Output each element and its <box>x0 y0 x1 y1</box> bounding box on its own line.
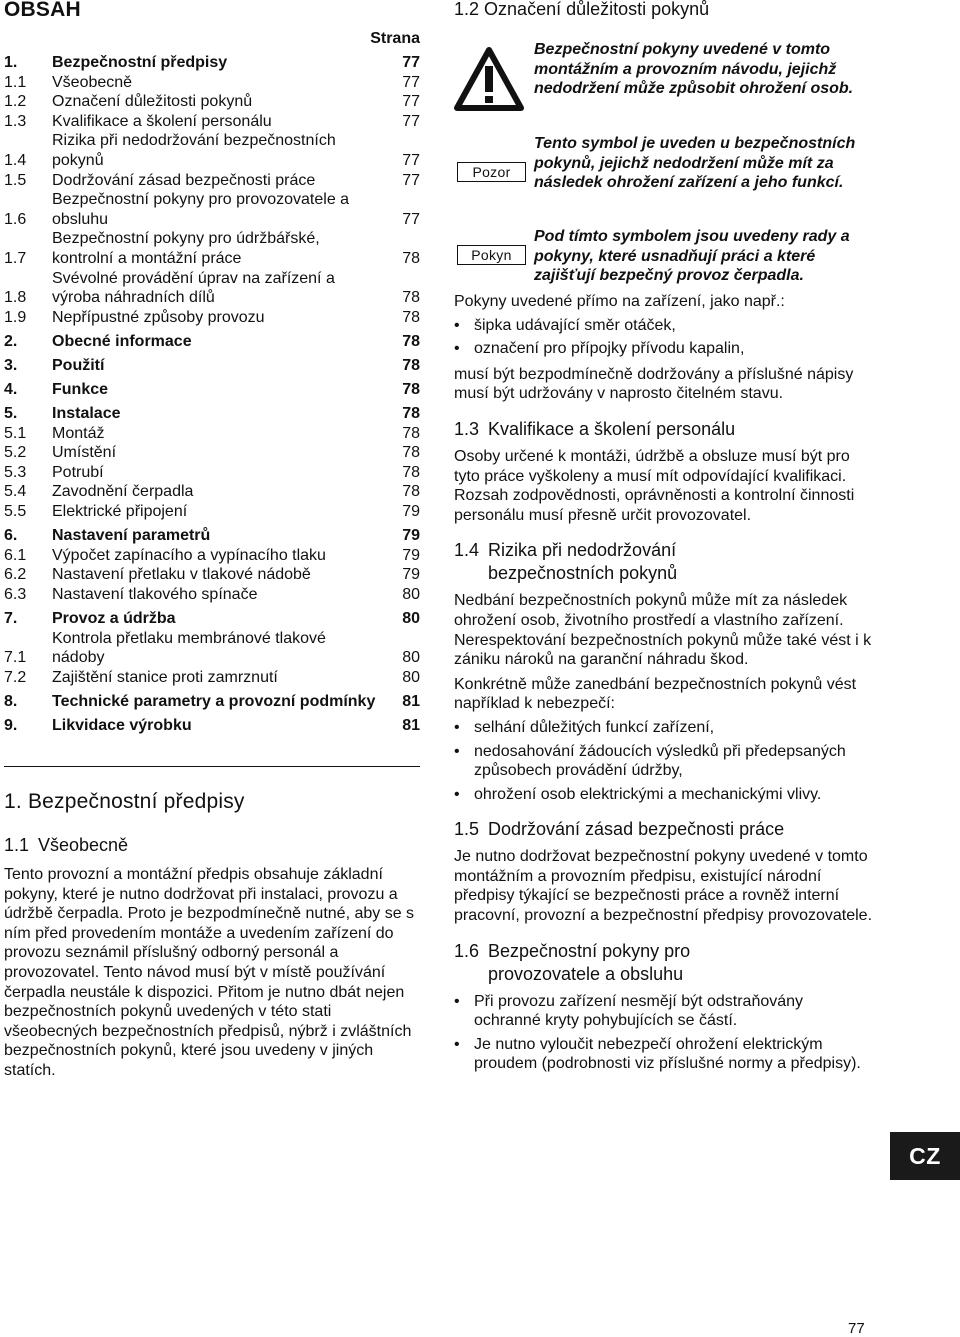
bullet-icon: • <box>454 316 460 334</box>
section-number: 1.5 <box>454 819 480 840</box>
toc-entry-title: Svévolné provádění úprav na zařízení a výroba náhradních dílů <box>52 269 335 307</box>
bullet-icon: • <box>454 992 460 1010</box>
section-1-5-body: Je nutno dodržovat bezpečnostní pokyny uvedené v tomto montážním a provozním předpisu, existující národní předpisy týkající se bezpečnosti práce a rovněž interní pracovní, provozní a bezpečnostní předpisy provozovatele. <box>454 848 873 925</box>
toc-entry-number: 1.9 <box>4 308 27 326</box>
section-1-2-heading <box>454 0 709 21</box>
toc-entry-number: 1.5 <box>4 171 27 189</box>
toc-entry-number: 2. <box>4 332 18 350</box>
section-1-1-heading <box>4 834 420 857</box>
list-item <box>454 718 874 738</box>
bullet-icon: • <box>454 785 460 803</box>
section-1-5 <box>454 818 874 925</box>
toc-entry-number: 9. <box>4 717 18 734</box>
toc-entry-page: 80 <box>402 585 420 603</box>
warning-symbol <box>454 40 534 99</box>
list-item-text: Je nutno vyloučit nebezpečí ohrožení elektrickým proudem (podrobnosti viz příslušné normy a předpisy). <box>474 1035 861 1073</box>
toc-entry-number: 6.2 <box>4 566 27 584</box>
toc-entry-title: Rizika při nedodržování bezpečnostních pokynů <box>52 132 336 169</box>
toc-entry-title: Všeobecně <box>52 73 133 91</box>
toc-entry-page: 80 <box>402 649 420 667</box>
toc-entry-title: Zajištění stanice proti zamrznutí <box>52 668 278 686</box>
toc-entry-title: Umístění <box>52 444 117 462</box>
toc-entry-number: 1.4 <box>4 151 27 169</box>
toc-entry-title: Montáž <box>52 424 105 442</box>
toc-entry-page: 81 <box>402 692 420 710</box>
toc-entry <box>4 229 420 268</box>
toc-entry-number: 1. <box>4 54 18 71</box>
toc-entry-title: Výpočet zapínacího a vypínacího tlaku <box>52 546 326 564</box>
toc-entry-page: 80 <box>402 610 420 628</box>
list-item <box>454 339 874 359</box>
toc-entry-number: 4. <box>4 381 18 398</box>
bullet-icon: • <box>454 718 460 736</box>
section-1-1-body: Tento provozní a montážní předpis obsahuje základní pokyny, které je nutno dodržovat při instalaci, provozu a údržbě čerpadla. Proto je bezpodmínečně nutné, aby se s ním před provedením montáže a uvedením zařízení do provozu seznámil příslušný odborný personál a provozovatel. Tento návod musí být v místě používání čerpadla neustále k dispozici. Přitom je nutno dbát nejen bezpečnostních pokynů uvedených v této stati všeobecných bezpečnostních předpisů, nýbrž i zvláštních bezpečnostních pokynů, které jsou uvedeny v jiných statích. <box>4 866 415 1079</box>
info-symbol <box>454 227 534 286</box>
caution-label: Pozor <box>457 162 526 182</box>
toc-entry-title: Potrubí <box>52 463 104 481</box>
list-item-text: nedosahování žádoucích výsledků při předepsaných způsobech provádění údržby, <box>474 742 846 780</box>
toc-entry-page: 78 <box>402 289 420 307</box>
caution-notice <box>454 134 874 193</box>
section-1-1 <box>4 834 420 1081</box>
toc-page-header: Strana <box>370 30 420 47</box>
toc-entry-title: Instalace <box>52 405 121 423</box>
toc-entry-page: 78 <box>402 424 420 442</box>
section-1-4-heading <box>454 539 874 585</box>
section-number: 1.1 <box>4 835 30 855</box>
toc-entry <box>4 112 420 132</box>
bullet-icon: • <box>454 340 460 358</box>
section-title: Kvalifikace a školení personálu <box>488 418 736 439</box>
section-title-continued: bezpečnostních pokynů <box>488 563 678 584</box>
section-1-6 <box>454 940 874 1074</box>
section-1-4 <box>454 539 874 804</box>
toc-entry-title: Nastavení přetlaku v tlakové nádobě <box>52 566 311 584</box>
info-label: Pokyn <box>457 245 526 265</box>
section-1-2-list <box>454 316 874 359</box>
toc-entry-page: 78 <box>402 332 420 350</box>
toc-entry <box>4 380 420 400</box>
list-item <box>454 1035 874 1074</box>
toc-entry-title: Nastavení tlakového spínače <box>52 585 258 603</box>
toc-entry <box>4 482 420 502</box>
toc-entry-page: 78 <box>402 308 420 326</box>
toc-entry <box>4 668 420 688</box>
toc-entry-title: Provoz a údržba <box>52 610 176 628</box>
toc-entry <box>4 356 420 376</box>
section-1-2-intro: Pokyny uvedené přímo na zařízení, jako např.: <box>454 293 785 310</box>
toc-entry-title: Označení důležitosti pokynů <box>52 93 253 111</box>
toc-entry-page: 78 <box>402 405 420 423</box>
toc-entry-title: Dodržování zásad bezpečnosti práce <box>52 171 316 189</box>
toc-entry <box>4 269 420 308</box>
caution-notice-text: Tento symbol je uveden u bezpečnostních pokynů, jejichž nedodržení může mít za následek ohrožení zařízení a jeho funkcí. <box>534 135 856 192</box>
toc-entry-title: Bezpečnostní předpisy <box>52 54 228 71</box>
toc-entry <box>4 171 420 191</box>
toc-entry-page: 77 <box>402 112 420 130</box>
toc-entry-number: 1.7 <box>4 249 27 267</box>
section-1-2-outro: musí být bezpodmínečně dodržovány a příslušné nápisy musí být udržovány v naprosto čitelném stavu. <box>454 365 854 403</box>
toc-entry-title: Elektrické připojení <box>52 503 188 521</box>
toc-entry <box>4 190 420 229</box>
list-item <box>454 316 874 336</box>
toc-entry-number: 6.3 <box>4 585 27 603</box>
section-1-3-heading <box>454 418 874 441</box>
toc-entry <box>4 716 420 736</box>
toc-entry <box>4 629 420 668</box>
section-title: Rizika při nedodržování <box>488 540 677 561</box>
toc-entry-page: 79 <box>402 546 420 564</box>
toc-entry-page: 78 <box>402 483 420 501</box>
toc-entry-page: 77 <box>402 93 420 111</box>
toc-entry <box>4 502 420 522</box>
right-body <box>454 292 874 1074</box>
toc-entry-title: Nepřípustné způsoby provozu <box>52 308 265 326</box>
toc-entry-number: 3. <box>4 356 18 374</box>
language-tab: CZ <box>890 1132 960 1180</box>
toc-entry-page: 81 <box>402 717 420 734</box>
toc-entry-page: 77 <box>402 73 420 91</box>
bullet-icon: • <box>454 742 460 760</box>
toc-entry <box>4 546 420 566</box>
list-item <box>454 785 874 805</box>
toc-entry-title: Kontrola přetlaku membránové tlakové nádoby <box>52 629 326 667</box>
toc-entry-title: Použití <box>52 356 105 374</box>
list-item-text: Při provozu zařízení nesmějí být odstraňovány ochranné kryty pohybujících se částí. <box>474 992 804 1030</box>
list-item <box>454 992 874 1031</box>
toc-entry-number: 1.8 <box>4 289 27 307</box>
table-of-contents <box>4 53 420 736</box>
toc-entry-number: 5. <box>4 405 18 423</box>
toc-entry-page: 77 <box>402 171 420 189</box>
section-number: 1.6 <box>454 940 480 961</box>
toc-entry-title: Likvidace výrobku <box>52 717 192 734</box>
list-item-text: selhání důležitých funkcí zařízení, <box>474 718 715 736</box>
section-1-6-heading <box>454 940 874 986</box>
section-title: Bezpečnostní pokyny pro <box>488 940 691 961</box>
toc-entry-title: Zavodnění čerpadla <box>52 483 194 501</box>
toc-entry-number: 5.5 <box>4 503 27 521</box>
toc-entry <box>4 526 420 546</box>
toc-entry <box>4 404 420 424</box>
section-1-4-list <box>454 718 874 804</box>
toc-entry-number: 1.3 <box>4 112 27 130</box>
toc-entry-number: 1.6 <box>4 210 27 228</box>
info-notice <box>454 227 874 286</box>
toc-entry <box>4 609 420 629</box>
section-title: Všeobecně <box>38 835 129 855</box>
toc-divider <box>4 766 420 767</box>
toc-entry-page: 77 <box>402 151 420 169</box>
section-1-4-body-2: Konkrétně může zanedbání bezpečnostních pokynů vést například k nebezpečí: <box>454 675 857 713</box>
toc-entry <box>4 443 420 463</box>
toc-entry-title: Kvalifikace a školení personálu <box>52 112 272 130</box>
toc-entry-number: 6. <box>4 527 18 545</box>
section-1-3 <box>454 418 874 525</box>
toc-entry <box>4 585 420 605</box>
info-notice-text: Pod tímto symbolem jsou uvedeny rady a pokyny, které usnadňují práci a které zajišťují bezpečný provoz čerpadla. <box>534 228 850 285</box>
toc-entry-number: 5.4 <box>4 483 27 501</box>
toc-entry <box>4 424 420 444</box>
toc-entry-page: 78 <box>402 463 420 481</box>
toc-entry <box>4 92 420 112</box>
toc-entry-page: 79 <box>402 527 420 545</box>
bullet-icon: • <box>454 1035 460 1053</box>
toc-entry-page: 80 <box>402 668 420 686</box>
toc-entry-page: 78 <box>402 356 420 374</box>
toc-entry <box>4 692 420 712</box>
caution-symbol <box>454 134 534 193</box>
warning-triangle-icon <box>454 46 524 112</box>
list-item-text: ohrožení osob elektrickými a mechanickými vlivy. <box>474 785 822 803</box>
toc-entry-page: 78 <box>402 381 420 398</box>
toc-entry-title: Bezpečnostní pokyny pro údržbářské, kontrolní a montážní práce <box>52 230 320 267</box>
section-title-continued: provozovatele a obsluhu <box>488 963 684 984</box>
section-1-6-list <box>454 992 874 1074</box>
toc-entry-title: Technické parametry a provozní podmínky <box>52 692 376 710</box>
section-1-5-heading <box>454 818 874 841</box>
toc-entry <box>4 73 420 93</box>
toc-entry-title: Funkce <box>52 381 109 398</box>
toc-entry-page: 77 <box>402 210 420 228</box>
toc-entry-number: 7. <box>4 610 18 628</box>
section-number: 1.3 <box>454 418 480 439</box>
toc-entry-page: 77 <box>402 54 420 71</box>
list-item <box>454 742 874 781</box>
toc-entry <box>4 308 420 328</box>
toc-entry-number: 6.1 <box>4 546 27 564</box>
toc-entry-number: 5.3 <box>4 463 27 481</box>
danger-notice-text: Bezpečnostní pokyny uvedené v tomto montážním a provozním návodu, jejichž nedodržení může způsobit ohrožení osob. <box>534 41 854 98</box>
section-1-3-body: Osoby určené k montáži, údržbě a obsluze musí být pro tyto práce vyškoleny a musí mít odpovídající kvalifikaci. Rozsah zodpovědnosti, oprávněnosti a kontrolní činnosti personálu musí přesně určit provozovatel. <box>454 447 855 524</box>
toc-entry-number: 7.2 <box>4 668 27 686</box>
section-title: Dodržování zásad bezpečnosti práce <box>488 819 785 840</box>
toc-entry-title: Nastavení parametrů <box>52 527 211 545</box>
toc-entry <box>4 463 420 483</box>
toc-entry <box>4 332 420 352</box>
toc-entry-number: 1.2 <box>4 93 27 111</box>
section-1-4-body-1: Nedbání bezpečnostních pokynů může mít za následek ohrožení osob, životního prostředí a vlastního zařízení. Nerespektování bezpečnostních pokynů může také vést i k zániku nároků na garanční náhradu škod. <box>454 592 872 669</box>
toc-entry-title: Obecné informace <box>52 332 192 350</box>
toc-entry-number: 5.1 <box>4 424 27 442</box>
toc-entry-number: 7.1 <box>4 649 27 667</box>
toc-entry-number: 8. <box>4 692 18 710</box>
toc-entry-page: 79 <box>402 503 420 521</box>
danger-notice <box>454 40 874 99</box>
section-number: 1.4 <box>454 540 480 561</box>
toc-entry-title: Bezpečnostní pokyny pro provozovatele a obsluhu <box>52 191 350 228</box>
section-1-heading: 1. Bezpečnostní předpisy <box>4 790 245 813</box>
section-number: 1.2 <box>454 0 480 19</box>
list-item-text: označení pro přípojky přívodu kapalin, <box>474 340 745 358</box>
toc-entry <box>4 565 420 585</box>
toc-entry-page: 78 <box>402 444 420 462</box>
toc-title: OBSAH <box>4 0 81 21</box>
toc-entry-number: 1.1 <box>4 73 27 91</box>
list-item-text: šipka udávající směr otáček, <box>474 316 676 334</box>
page-number: 77 <box>848 1320 865 1337</box>
toc-entry-page: 79 <box>402 566 420 584</box>
toc-entry-number: 5.2 <box>4 444 27 462</box>
section-title: Označení důležitosti pokynů <box>484 0 710 19</box>
toc-entry <box>4 131 420 170</box>
toc-entry <box>4 53 420 73</box>
toc-entry-page: 78 <box>402 249 420 267</box>
